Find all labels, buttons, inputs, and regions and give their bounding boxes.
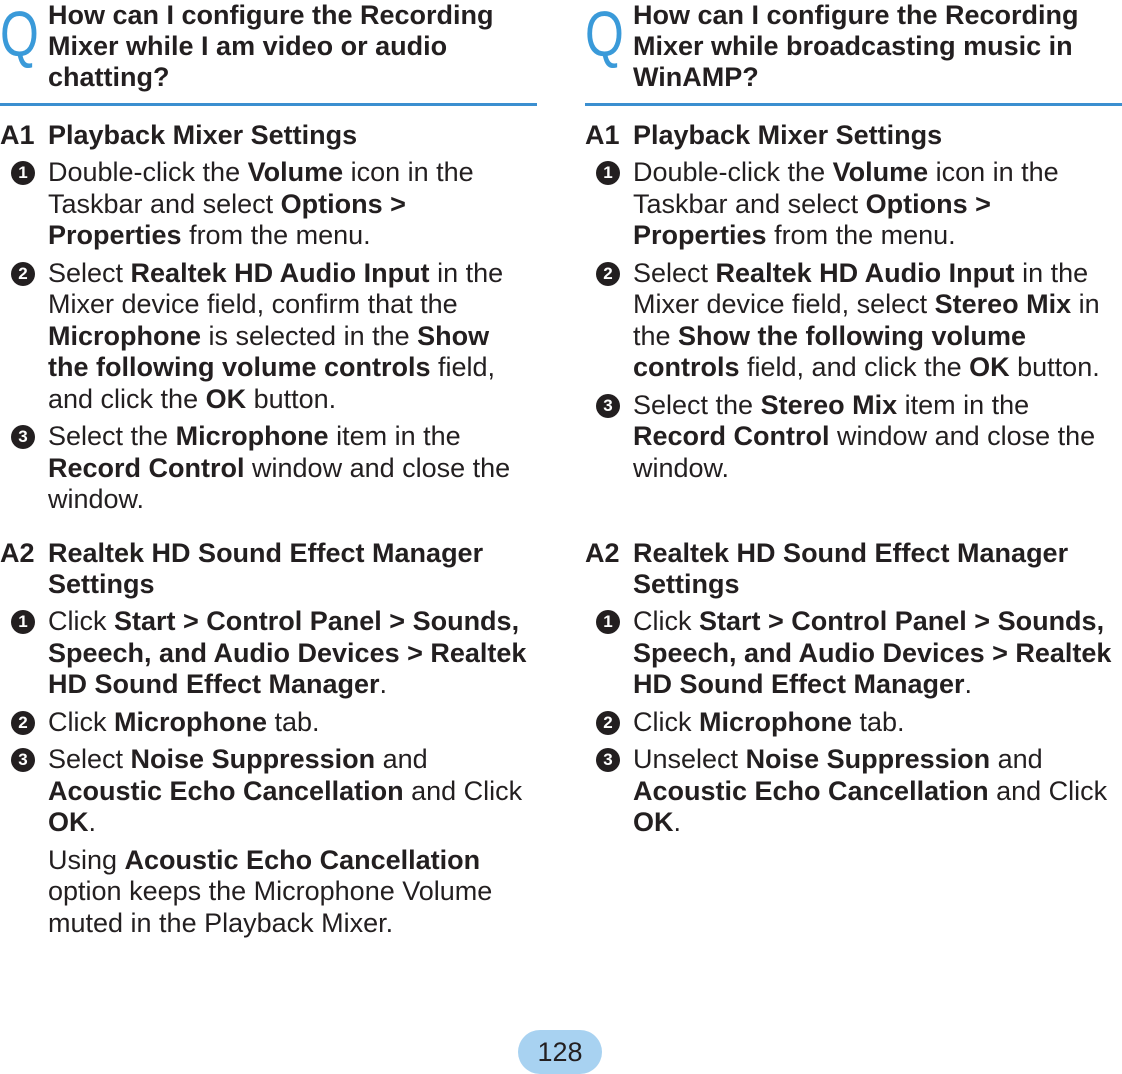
step-text: Click Start > Control Panel > Sounds, Speech, and Audio Devices > Realtek HD Sound Effect Manager. (633, 606, 1112, 699)
step-number-badge: 3 (596, 748, 620, 772)
step-number-badge: 3 (596, 394, 620, 418)
left-column (0, 0, 537, 938)
step (0, 744, 537, 839)
step (585, 258, 1122, 384)
answer-section-a1 (585, 120, 1122, 484)
section-label: A1 (0, 120, 35, 150)
step-number-badge: 1 (596, 610, 620, 634)
step-text: Select the Stereo Mix item in the Record Control window and close the window. (633, 389, 1096, 483)
section-title: Realtek HD Sound Effect Manager Settings (633, 538, 1069, 599)
answer-section-a2 (0, 538, 537, 939)
answer-section-a2 (585, 538, 1122, 839)
step-number-badge: 3 (11, 425, 35, 449)
step (585, 157, 1122, 252)
section-label: A2 (585, 538, 620, 568)
q-mark: Q (0, 0, 39, 70)
section-title: Playback Mixer Settings (633, 120, 943, 150)
section-label: A1 (585, 120, 620, 150)
step-text: Double-click the Volume icon in the Taskbar and select Options > Properties from the menu. (48, 157, 474, 250)
step-number-badge: 3 (11, 748, 35, 772)
question-text: How can I configure the Recording Mixer while broadcasting music in WinAMP? (633, 0, 1079, 92)
step (0, 606, 537, 701)
step-number-badge: 2 (596, 262, 620, 286)
step-number-badge: 1 (596, 161, 620, 185)
question-header (0, 0, 537, 106)
answer-section-a1 (0, 120, 537, 516)
question-text: How can I configure the Recording Mixer while I am video or audio chatting? (48, 0, 494, 92)
right-column (585, 0, 1122, 837)
step-text: Select Realtek HD Audio Input in the Mixer device field, select Stereo Mix in the Show the following volume controls field, and click the OK button. (633, 257, 1100, 382)
step (585, 744, 1122, 839)
step (0, 258, 537, 416)
step-number-badge: 1 (11, 161, 35, 185)
section-label: A2 (0, 538, 35, 568)
step (585, 707, 1122, 739)
section-title: Realtek HD Sound Effect Manager Settings (48, 538, 484, 599)
step-number-badge: 1 (11, 610, 35, 634)
page-number: 128 (518, 1030, 602, 1074)
step-number-badge: 2 (11, 262, 35, 286)
step-text: Unselect Noise Suppression and Acoustic Echo Cancellation and Click OK. (633, 744, 1108, 837)
step-number-badge: 2 (596, 711, 620, 735)
q-mark: Q (585, 0, 624, 70)
step-text: Click Microphone tab. (48, 706, 320, 737)
section-title: Playback Mixer Settings (48, 120, 358, 150)
note-text: Using Acoustic Echo Cancellation option keeps the Microphone Volume muted in the Playback Mixer. (48, 844, 493, 938)
step-text: Select Noise Suppression and Acoustic Echo Cancellation and Click OK. (48, 744, 523, 837)
step (585, 390, 1122, 485)
question-header (585, 0, 1122, 106)
step-text: Click Microphone tab. (633, 706, 905, 737)
step-text: Select the Microphone item in the Record Control window and close the window. (48, 421, 511, 514)
step (0, 707, 537, 739)
step-text: Double-click the Volume icon in the Taskbar and select Options > Properties from the menu. (633, 157, 1059, 250)
step-number-badge: 2 (11, 711, 35, 735)
step-text: Click Start > Control Panel > Sounds, Speech, and Audio Devices > Realtek HD Sound Effect Manager. (48, 606, 527, 699)
step (585, 606, 1122, 701)
step-text: Select Realtek HD Audio Input in the Mixer device field, confirm that the Microphone is selected in the Show the following volume controls field, and click the OK button. (48, 257, 504, 414)
step (0, 157, 537, 252)
step (0, 421, 537, 516)
